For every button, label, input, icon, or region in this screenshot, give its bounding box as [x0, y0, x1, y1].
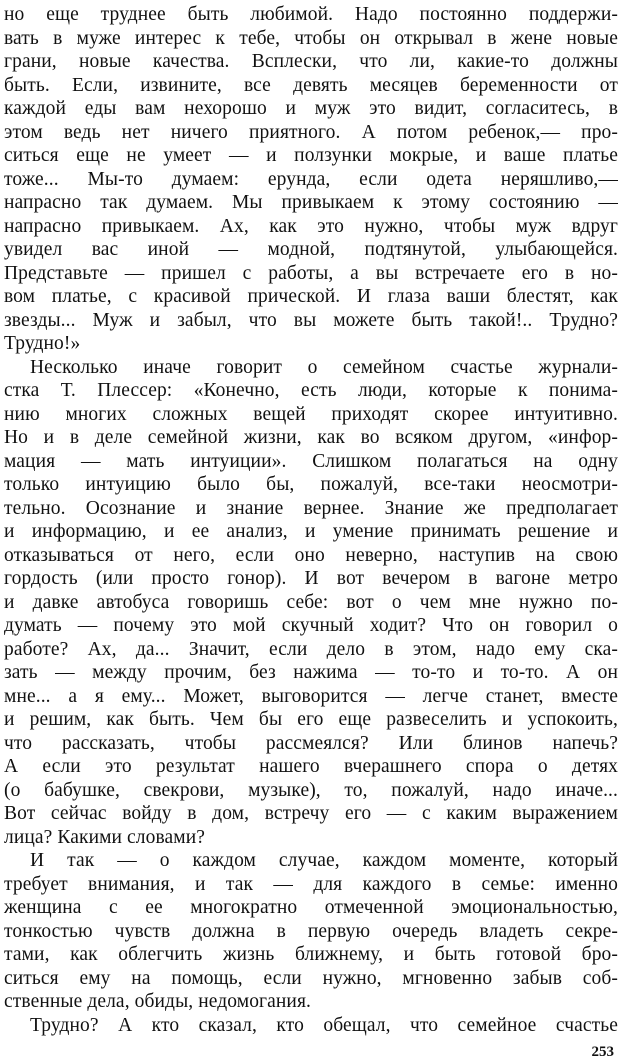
text-line: что рассказать, чтобы рассмеялся? Или блинов напечь? — [4, 732, 618, 754]
text-line: но еще труднее быть любимой. Надо постоянно поддержи- — [4, 4, 618, 25]
text-line: тонкостью чувств должна в первую очередь владеть секре- — [4, 920, 618, 942]
text-line: мне... а я ему... Может, выговорится — легче станет, вместе — [4, 685, 618, 707]
text-line: и давке автобуса говоришь себе: вот о чем мне нужно по- — [4, 591, 618, 613]
text-line: гордость (или просто гонор). И вот вечером в вагоне метро — [4, 568, 618, 589]
paragraph-first-line: И так — о каждом случае, каждом моменте, который — [30, 850, 618, 871]
text-line: быть. Если, извините, все девять месяцев беременности от — [4, 74, 618, 96]
text-line: звезды... Муж и забыл, что вы можете быть такой!.. Трудно? — [4, 309, 618, 331]
text-line: зать — между прочим, без нажима — то-то и то-то. А он — [4, 662, 618, 683]
text-line: тельно. Осознание и знание вернее. Знание же предполагает — [4, 497, 618, 519]
text-line: напрасно так думаем. Мы привыкаем к этому состоянию — — [4, 192, 618, 213]
text-line: работе? Ах, да... Значит, если дело в этом, надо ему ска- — [4, 638, 618, 660]
text-line: тоже... Мы-то думаем: ерунда, если одета неряшливо,— — [4, 168, 618, 190]
text-line: увидел вас иной — модной, подтянутой, улыбающейся. — [4, 239, 618, 260]
text-line: А если это результат нашего вчерашнего спора о детях — [4, 756, 618, 777]
text-line: ситься еще не умеет — и ползунки мокрые, и ваше платье — [4, 145, 618, 166]
text-line: вом платье, с красивой прической. И глаза ваши блестят, как — [4, 286, 618, 307]
text-line: ственные дела, обиды, недомогания. — [4, 991, 312, 1012]
text-line: и решим, как быть. Чем бы его еще развеселить и успокоить, — [4, 709, 618, 730]
paragraph-first-line: Трудно? А кто сказал, кто обещал, что семейное счастье — [30, 1014, 618, 1036]
text-line: Представьте — пришел с работы, а вы встречаете его в но- — [4, 262, 618, 284]
book-page — [4, 2, 618, 1062]
text-line: лица? Какими словами? — [4, 826, 206, 848]
text-line: требует внимания, и так — для каждого в семье: именно — [4, 873, 618, 895]
paragraph-first-line: Несколько иначе говорит о семейном счастье журнали- — [30, 356, 618, 378]
text-line: отказываться от него, если оно неверно, наступив на свою — [4, 544, 618, 566]
text-line: напрасно привыкаем. Ах, как это нужно, чтобы муж вдруг — [4, 215, 618, 237]
text-line: мация — мать интуиции». Слишком полагаться на одну — [4, 450, 618, 472]
text-line: вать в муже интерес к тебе, чтобы он открывал в жене новые — [4, 27, 618, 49]
text-line: только интуицию было бы, пожалуй, все-таки неосмотри- — [4, 474, 618, 495]
page-number: 253 — [591, 1044, 614, 1060]
text-line: Вот сейчас войду в дом, встречу его — с каким выражением — [4, 803, 618, 824]
text-line: (о бабушке, свекрови, музыке), то, пожалуй, надо иначе... — [4, 779, 618, 801]
text-line: каждой еды вам нехорошо и муж это видит, согласитесь, в — [4, 98, 618, 119]
text-line: тами, как облегчить жизнь ближнему, и быть готовой бро- — [4, 944, 618, 965]
text-line: Но и в деле семейной жизни, как во всяком другом, «инфор- — [4, 427, 618, 448]
text-line: Трудно!» — [4, 333, 81, 354]
text-line: и информацию, и ее анализ, и умение принимать решение и — [4, 521, 618, 542]
text-line: стка Т. Плессер: «Конечно, есть люди, которые к понима- — [4, 380, 618, 401]
text-line: нию многих сложных вещей приходят скорее интуитивно. — [4, 403, 618, 425]
text-line: ситься ему на помощь, если нужно, мгновенно забыв соб- — [4, 967, 618, 989]
text-line: грани, новые качества. Всплески, что ли, какие-то должны — [4, 51, 618, 72]
text-line: думать — почему это мой скучный ходит? Что он говорил о — [4, 615, 618, 636]
text-line: этом ведь нет ничего приятного. А потом ребенок,— про- — [4, 121, 618, 143]
text-line: женщина с ее многократно отмеченной эмоциональностью, — [4, 897, 618, 918]
